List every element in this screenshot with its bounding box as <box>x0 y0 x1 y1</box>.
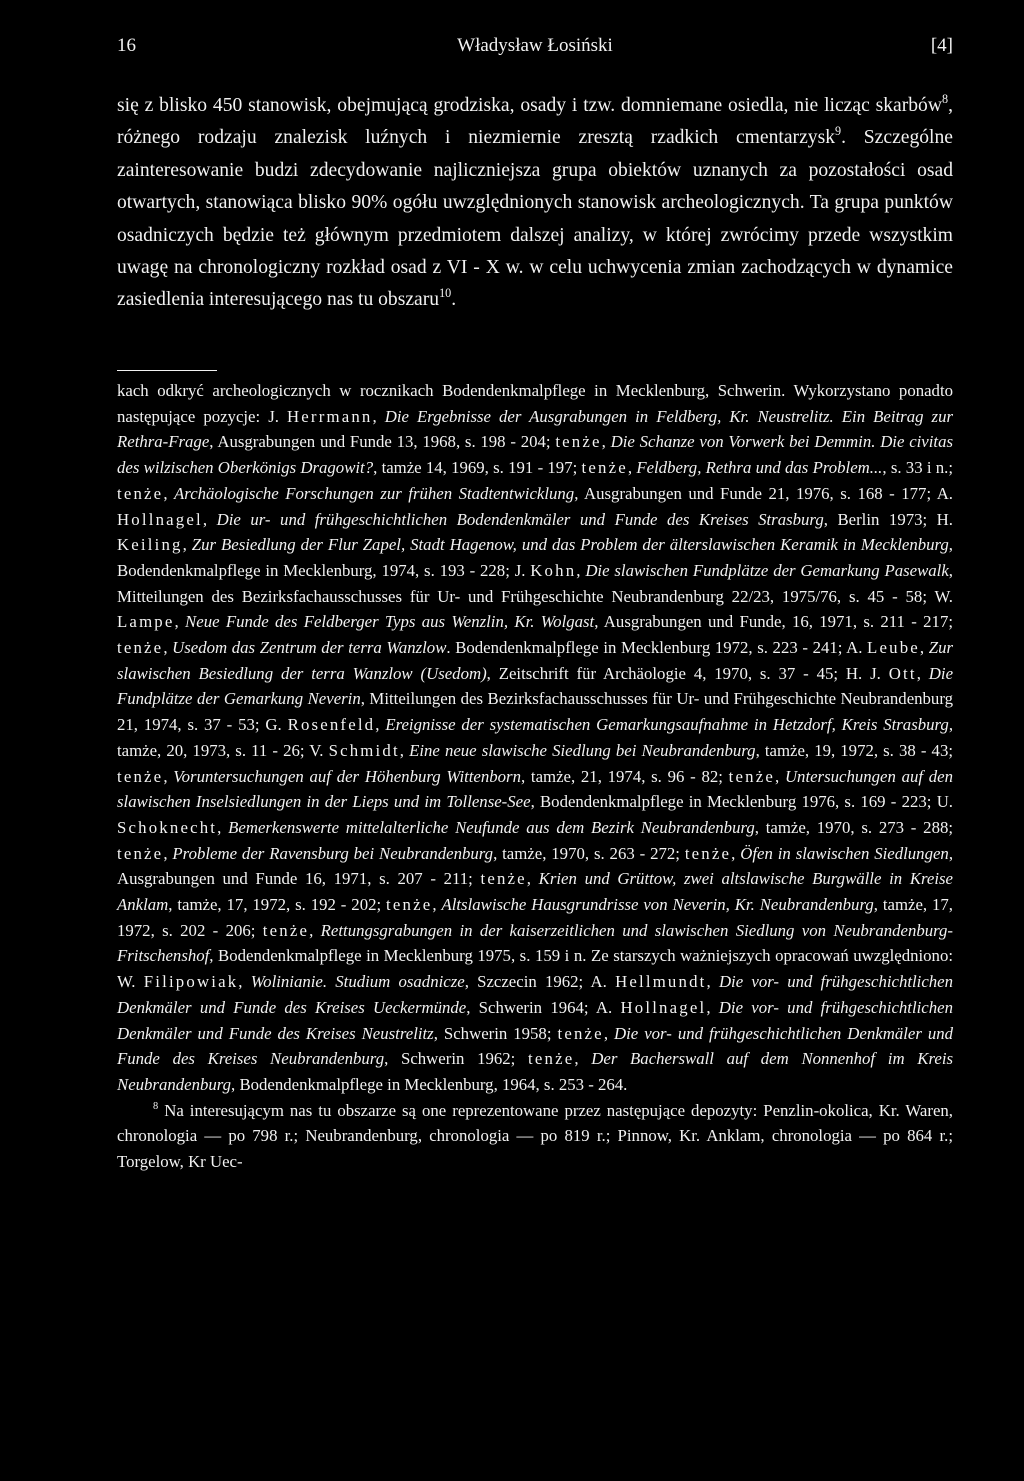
author-ditto: tenże <box>480 869 527 889</box>
work-title: Untersuchungen auf den slawischen Inselsiedlungen in der Lieps und im Tollense-See <box>117 766 954 812</box>
author-ditto: tenże <box>386 895 433 915</box>
work-title: Die slawischen Fundplätze der Gemarkung Pasewalk <box>585 560 949 580</box>
footnote-ref-8: 8 <box>942 92 949 107</box>
footnote-7-continued: kach odkryć archeologicznych w rocznikach Bodendenkmalpflege in Mecklenburg, Schwerin. Wykorzystano ponadto następujące pozycje: J. Herrmann, Die Ergebnisse der Ausgrabungen in Feldberg, Kr. Neustrelitz. Ein Beitrag zur Rethra-Frage, Ausgrabungen und Funde 13, 1968, s. 198 - 204; tenże, Die Schanze von Vorwerk bei Demmin. Die civitas des wilzischen Oberkönigs Dragowit?, tamże 14, 1969, s. 191 - 197; tenże, Feldberg, Rethra und das Problem..., s. 33 i n.; tenże, Archäologische Forschungen zur frühen Stadtentwicklung, Ausgrabungen und Funde 21, 1976, s. 168 - 177; A. Hollnagel, Die ur- und frühgeschichtlichen Bodendenkmäler und Funde des Kreises Strasburg, Berlin 1973; H. Keiling, Zur Besiedlung der Flur Zapel, Stadt Hagenow, und das Problem der älterslawischen Keramik in Mecklenburg, Bodendenkmalpflege in Mecklenburg, 1974, s. 193 - 228; J. Kohn, Die slawischen Fundplätze der Gemarkung Pasewalk, Mitteilungen des Bezirksfachausschusses für Ur- und Frühgeschichte Neubrandenburg 22/23, 1975/76, s. 45 - 58; W. Lampe, Neue Funde des Feldberger Typs aus Wenzlin, Kr. Wolgast, Ausgrabungen und Funde, 16, 1971, s. 211 - 217; tenże, Usedom das Zentrum der terra Wanzlow. Bodendenkmalpflege in Mecklenburg 1972, s. 223 - 241; A. Leube, Zur slawischen Besiedlung der terra Wanzlow (Usedom), Zeitschrift für Archäologie 4, 1970, s. 37 - 45; H. J. Ott, Die Fundplätze der Gemarkung Neverin, Mitteilungen des Bezirksfachausschusses für Ur- und Frühgeschichte Neubrandenburg 21, 1974, s. 37 - 53; G. Rosenfeld, Ereignisse der systematischen Gemarkungsaufnahme in Hetzdorf, Kreis Strasburg, tamże, 20, 1973, s. 11 - 26; V. Schmidt, Eine neue slawische Siedlung bei Neubrandenburg, tamże, 19, 1972, s. 38 - 43; tenże, Voruntersuchungen auf der Höhenburg Wittenborn, tamże, 21, 1974, s. 96 - 82; tenże, Untersuchungen auf den slawischen Inselsiedlungen in der Lieps und im Tollense-See, Bodendenkmalpflege in Mecklenburg 1976, s. 169 - 223; U. Schoknecht, Bemerkenswerte mittelalterliche Neufunde aus dem Bezirk Neubrandenburg, tamże, 1970, s. 273 - 288; tenże, Probleme der Ravensburg bei Neubrandenburg, tamże, 1970, s. 263 - 272; tenże, Öfen in slawischen Siedlungen, Ausgrabungen und Funde 16, 1971, s. 207 - 211; tenże, Krien und Grüttow, zwei altslawische Burgwälle in Kreise Anklam, tamże, 17, 1972, s. 192 - 202; tenże, Altslawische Hausgrundrisse von Neverin, Kr. Neubrandenburg, tamże, 17, 1972, s. 202 - 206; tenże, Rettungsgrabungen in der kaiserzeitlichen und slawischen Siedlung von Neubrandenburg-Fritschenshof, Bodendenkmalpflege in Mecklenburg 1975, s. 159 i n. Ze starszych ważniejszych opracowań uwzględniono: W. Filipowiak, Wolinianie. Studium osadnicze, Szczecin 1962; A. Hellmundt, Die vor- und frühgeschichtlichen Denkmäler und Funde des Kreises Ueckermünde, Schwerin 1964; A. Hollnagel, Die vor- und frühgeschichtlichen Denkmäler und Funde des Kreises Neustrelitz, Schwerin 1958; tenże, Die vor- und frühgeschichtlichen Denkmäler und Funde des Kreises Neubrandenburg, Schwerin 1962; tenże, Der Bacherswall auf dem Nonnenhof im Kreis Neubrandenburg, Bodendenkmalpflege in Mecklenburg, 1964, s. 253 - 264. <box>117 381 954 1094</box>
work-title: Ereignisse der systematischen Gemarkungsaufnahme in Hetzdorf, Kreis Strasburg <box>385 715 949 735</box>
work-title: Neue Funde des Feldberger Typs aus Wenzlin, Kr. Wolgast <box>185 612 595 632</box>
author-ditto: tenże <box>117 766 164 786</box>
author-ditto: tenże <box>528 1049 575 1069</box>
body-text-segment: . <box>451 289 457 311</box>
author-name: Lampe <box>117 612 175 632</box>
author-name: Schoknecht <box>117 817 218 837</box>
work-title: Die Fundplätze der Gemarkung Neverin <box>117 663 954 709</box>
author-name: Keiling <box>117 535 183 555</box>
work-title: Voruntersuchungen auf der Höhenburg Wittenborn <box>173 766 521 786</box>
running-title: Władysław Łosiński <box>457 35 613 56</box>
footnotes <box>117 378 953 1175</box>
section-marker: [4] <box>930 35 953 56</box>
author-name: Leube <box>867 638 920 658</box>
body-paragraph <box>117 90 953 317</box>
author-name: Rosenfeld <box>287 715 376 735</box>
author-ditto: tenże <box>117 843 164 863</box>
work-title: Krien und Grüttow, zwei altslawische Burgwälle in Kreise Anklam <box>117 869 954 915</box>
work-title: Der Bacherswall auf dem Nonnenhof im Kreis Neubrandenburg <box>117 1049 954 1094</box>
body-text-segment: , różnego rodzaju znalezisk luźnych i niezmiernie zresztą rzadkich cmentarzysk <box>117 95 953 149</box>
author-name: Hellmundt <box>615 972 707 992</box>
footnote-separator <box>117 370 217 371</box>
body-text-segment: się z blisko 450 stanowisk, obejmującą grodziska, osady i tzw. domniemane osiedla, nie licząc skarbów <box>117 95 943 116</box>
work-title: Eine neue slawische Siedlung bei Neubrandenburg <box>409 740 756 760</box>
work-title: Öfen in slawischen Siedlungen <box>740 843 949 863</box>
author-ditto: tenże <box>728 766 775 786</box>
author-ditto: tenże <box>555 432 602 452</box>
work-title: Die vor- und frühgeschichtlichen Denkmäler und Funde des Kreises Neustrelitz <box>117 997 953 1043</box>
work-title: Die Ergebnisse der Ausgrabungen in Feldberg, Kr. Neustrelitz. Ein Beitrag zur Rethra-Frage <box>117 406 953 452</box>
author-name: Kohn <box>530 560 577 580</box>
author-ditto: tenże <box>262 920 310 940</box>
work-title: Bemerkenswerte mittelalterliche Neufunde aus dem Bezirk Neubrandenburg <box>228 817 755 837</box>
footnote-number: 8 <box>153 1100 159 1112</box>
author-ditto: tenże <box>557 1023 604 1043</box>
work-title: Altslawische Hausgrundrisse von Neverin, Kr. Neubrandenburg <box>441 895 874 915</box>
work-title: Zur slawischen Besiedlung der terra Wanzlow (Usedom) <box>117 638 953 683</box>
footnote-ref-10: 10 <box>439 286 452 301</box>
work-title: Rettungsgrabungen in der kaiserzeitlichen und slawischen Siedlung von Neubrandenburg-Fritschenshof <box>117 920 953 966</box>
body-text-segment: . Szczególne zainteresowanie budzi zdecydowanie najliczniejsza grupa obiektów uznanych za pozostałości osad otwartych, stanowiąca blisko 90% ogółu uwzględnionych stanowisk archeologicznych. Ta grupa punktów osadniczych będzie też głównym przedmiotem dalszej analizy, w której zwrócimy przede wszystkim uwagę na chronologiczny rozkład osad z VI - X w. w celu uchwycenia zmian zachodzących w dynamice zasiedlenia interesującego nas tu obszaru <box>117 127 953 311</box>
work-title: Usedom das Zentrum der terra Wanzlow <box>172 638 447 658</box>
author-name: Ott <box>888 663 917 683</box>
author-name: Hollnagel <box>620 997 707 1017</box>
footnote-ref-9: 9 <box>835 124 842 139</box>
author-name: Filipowiak <box>143 972 239 992</box>
page-number: 16 <box>117 35 136 56</box>
work-title: Probleme der Ravensburg bei Neubrandenburg <box>172 843 494 863</box>
work-title: Archäologische Forschungen zur frühen Stadtentwicklung <box>174 483 575 503</box>
work-title: Die vor- und frühgeschichtlichen Denkmäler und Funde des Kreises Ueckermünde <box>117 972 954 1017</box>
author-ditto: tenże <box>684 843 732 863</box>
work-title: Die vor- und frühgeschichtlichen Denkmäler und Funde des Kreises Neubrandenburg <box>117 1023 954 1069</box>
work-title: Feldberg, Rethra und das Problem... <box>636 458 883 478</box>
work-title: Zur Besiedlung der Flur Zapel, Stadt Hagenow, und das Problem der älterslawischen Keramik in Mecklenburg <box>191 535 949 555</box>
author-name: Hollnagel <box>117 509 203 529</box>
work-title: Die ur- und frühgeschichtlichen Bodendenkmäler und Funde des Kreises Strasburg <box>216 509 824 529</box>
author-name: Herrmann <box>287 406 373 426</box>
running-header <box>117 30 953 62</box>
author-ditto: tenże <box>117 638 164 658</box>
work-title: Wolinianie. Studium osadnicze <box>250 972 465 992</box>
author-ditto: tenże <box>581 458 628 478</box>
author-ditto: tenże <box>117 483 164 503</box>
footnote-8: $^8$ Na interesującym nas tu obszarze są one reprezentowane przez następujące depozyty: Penzlin-okolica, Kr. Waren, chronologia — po 798 r.; Neubrandenburg, chronologia — po 819 r.; Pinnow, Kr. Anklam, chronologia — po 864 r.; Torgelow, Kr Uec- <box>117 1100 953 1172</box>
work-title: Die Schanze von Vorwerk bei Demmin. Die civitas des wilzischen Oberkönigs Dragowit? <box>117 432 953 478</box>
author-name: Schmidt <box>328 740 400 760</box>
